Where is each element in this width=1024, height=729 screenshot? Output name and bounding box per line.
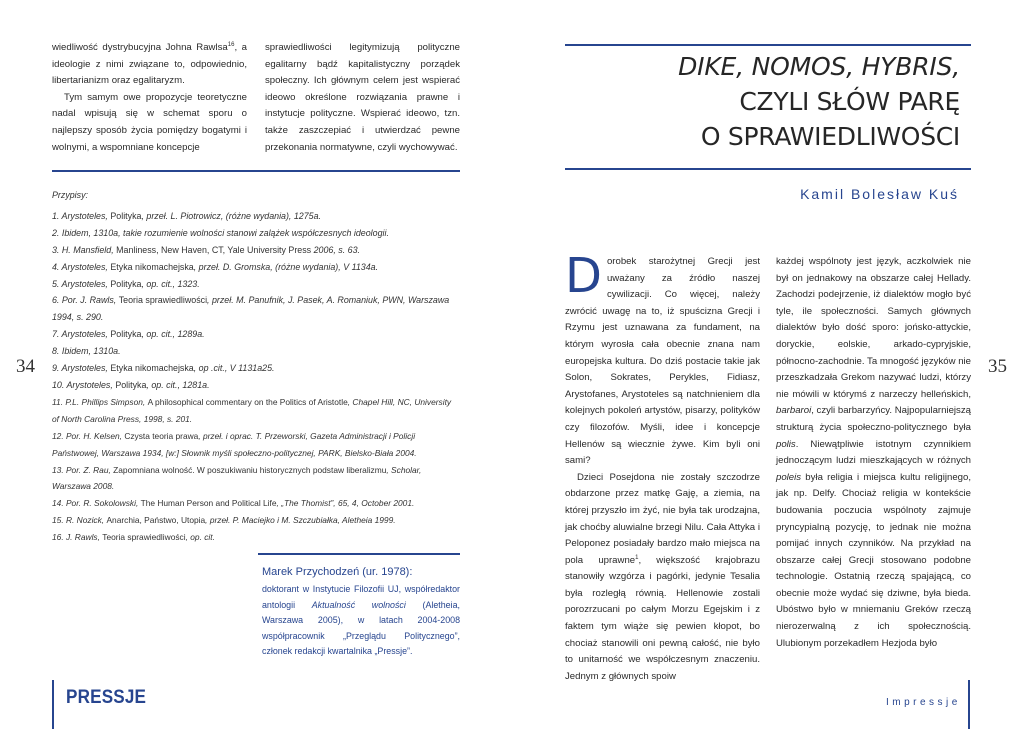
text: była religia i miejsca kultu religijnego, jak np. Delfy. Chociaż religia w kontekście budowania poczucia wspólnoty zajmuje pryncypialną pozycję, to jednak nie można pomijać innych czynników. Na przykład na obszarze całej Grecji stosowano podobne technologie. Ostatnią rzeczą spajającą, co obecnie może wydać się dziwne, była bieda. Ubóstwo było w mniemaniu Greków rzeczą nierozerwalną z ich społecznością. Ulubionym porzekadłem Hezjoda było — [776, 471, 971, 649]
footnote-text: The Human Person and Political Life — [140, 498, 277, 509]
article-body-columns — [565, 248, 972, 685]
left-page-text-columns — [52, 40, 460, 156]
footnote-text: , Chapel Hill, NC, University of North Carolina Press, 1998, s. 201. — [52, 396, 452, 424]
footnote-text: , przeł. P. Maciejko i M. Szczubiałka, Aletheia 1999. — [205, 515, 396, 526]
text: polis — [776, 438, 796, 450]
footnote-item — [52, 259, 460, 276]
text: , a ideologie z nimi związane to, odpowiednio, libertarianizm oraz egalitaryzm. — [52, 42, 247, 87]
text: poleis — [776, 471, 802, 483]
text: (Aletheia, Warszawa 2005), w latach 2004-2008 współpracownik „Przeglądu Politycznego”, członek redakcji kwartalnika „Pressje”. — [262, 599, 460, 657]
text: , większość krajobrazu stanowiły wzgórza i pagórki, jedynie Tesalia była rozległą równią. Hellenowie zostali porozrzucani po całym Morzu Egejskim i z faktem tym wiąże się pewien kłopot, bo chociaż stanowili oni pewną całość, nie było to unitarność we współczesnym znaczeniu. Jednym z głównych spoiw — [565, 554, 760, 682]
footnote-text: , przeł. D. Gromska, (różne wydania), V 1134a. — [193, 261, 379, 272]
footnote-text: 2. Ibidem, 1310a, takie rozumienie wolności stanowi zalążek współczesnych ideologii. — [52, 227, 389, 238]
margin-line-left — [52, 680, 54, 729]
text: orobek starożytnej Grecji jest uważany za źródło naszej cywilizacji. Co więcej, należy zwrócić uwagę na to, iż spuścizna Grecji i Rzymu jest uznawana za fundament, na którym wyrosła cała obecnie znana nam europejska kultura. Do dziś postacie takie jak Solon, Sokrates, Perykles, Fidiasz, Arystofanes, Arystoteles są natchnieniem dla kolejnych pokoleń artystów, pisarzy, polityków czy filozofów. Myśli, idee i koncepcje Hellenów są wiecznie żywe. Kim byli oni sami? — [565, 256, 760, 467]
footnotes — [52, 187, 460, 546]
left-col1-paragraph-2: Tym samym owe propozycje teoretyczne nadal wpisują się w schemat sporu o najlepszy sposób życia pomiędzy bogatymi i wolnymi, a wspomniane koncepcje — [52, 91, 247, 153]
article-author: Kamil Bolesław Kuś — [800, 186, 959, 202]
footnote-text: 10. Arystoteles, — [52, 379, 116, 390]
article-column-2 — [776, 254, 971, 685]
article-paragraph-1 — [565, 248, 760, 470]
footnote-text: Polityka — [110, 278, 142, 289]
footnote-text: , op. cit. — [185, 532, 215, 543]
footnote-item — [52, 225, 460, 242]
text: wiedliwość dystrybucyjna Johna Rawlsa — [52, 42, 228, 53]
footnote-text: Zapomniana wolność. W poszukiwaniu historycznych podstaw liberalizmu — [113, 464, 387, 475]
text: doktorant w Instytucie Filozofii UJ, współredaktor antologii — [262, 584, 460, 610]
footnote-item — [52, 326, 460, 343]
footnote-text: 12. Por. H. Kelsen, — [52, 430, 125, 441]
left-column-1 — [52, 40, 247, 156]
footnote-text: 2006, s. 63. — [311, 244, 360, 255]
footnote-item — [52, 343, 460, 360]
title-line-1: DIKE, NOMOS, HYBRIS, — [678, 52, 960, 81]
footnote-text: Czysta teoria prawa — [124, 430, 199, 441]
text: , czyli barbarzyńcy. Najpopularniejszą strukturą życia społeczno-politycznego była — [776, 405, 971, 433]
text: barbaroi — [776, 405, 812, 417]
section-name: Impressje — [886, 697, 961, 708]
footnote-text: , przeł. L. Piotrowicz, (różne wydania), 1275a. — [141, 210, 322, 221]
page-number-right: 35 — [988, 356, 1007, 377]
footnote-text: , przeł. M. Panufnik, J. Pasek, A. Romaniuk, PWN, Warszawa 1994, s. 290. — [52, 295, 450, 323]
footnote-text: 13. Por. Z. Rau, — [52, 464, 114, 475]
title-line-3: O SPRAWIEDLIWOŚCI — [700, 122, 960, 151]
footnote-item — [52, 529, 460, 546]
footnote-ref: 1 — [635, 554, 639, 561]
left-column-2 — [265, 40, 460, 156]
text: . Niewątpliwie istotnym czynnikiem jednoczącym ludzi mieszkających w różnych — [776, 438, 971, 467]
footnote-text: 9. Arystoteles, — [52, 363, 111, 374]
footnote-text: , przeł. i oprac. T. Przeworski, Gazeta Administracji i Policji Państwowej, Warszawa 1934, [w:] Słownik myśli społeczno-politycznej, PARK, Bielsko-Biała 2004. — [52, 430, 417, 458]
footnote-text: Teoria sprawiedliwości — [102, 532, 186, 543]
footnote-text: Anarchia, Państwo, Utopia — [106, 515, 206, 526]
footnote-text: Polityka — [115, 379, 147, 390]
footnote-text: 8. Ibidem, 1310a. — [52, 346, 121, 357]
footnote-text: Manliness, New Haven, CT, Yale University Press — [116, 244, 312, 255]
footnote-text: , op .cit., V 1131a25. — [193, 363, 275, 374]
left-col2-paragraph-1: sprawiedliwości legitymizują polityczne egalitarny bądź kapitalistyczny porządek społeczny. Ich głównym celem jest wspierać ideowo określone rozwiązania prawne i instytucje polityczne. Wspierać ideowo, tzn. także zaszczepiać i utwierdzać pewne przekonania normatywne, czyli wychowywać. — [265, 42, 460, 153]
footnote-item — [52, 242, 460, 259]
footnote-text: 4. Arystoteles, — [52, 261, 111, 272]
footnote-text: Etyka nikomachejska — [110, 261, 194, 272]
footnote-text: , op. cit., 1281a. — [146, 379, 210, 390]
magazine-logo: PRESSJE — [66, 687, 147, 708]
article-title — [565, 50, 960, 154]
text: Aktualność wolności — [311, 599, 406, 610]
footnote-item — [52, 512, 460, 529]
left-col1-paragraph-1 — [52, 40, 247, 90]
drop-cap: D — [565, 248, 602, 304]
footnote-text: 6. Por. J. Rawls, — [52, 295, 119, 306]
text: każdej wspólnoty jest język, aczkolwiek nie był on jednakowy na obszarze całej Hellady. Zachodzi podejrzenie, iż dialektów mogło być tyle, ile społeczności. Samych głównych dialektów było dość sporo: jońsko-attyckie, doryckie, eolskie, arkado-cypryjskie, północno-zachodnie. Ta mnogość języków nie przeszkadzała Grekom nazywać ludzi, którzy nie mówili w którymś z narzeczy helleńskich, — [776, 256, 972, 400]
footnote-text: , Scholar, Warszawa 2008. — [52, 464, 422, 492]
footnote-item — [52, 292, 460, 326]
bio-divider-line — [258, 553, 460, 555]
page-number-left: 34 — [16, 356, 35, 377]
footnote-text: 3. H. Mansfield, — [52, 244, 117, 255]
footnote-text: , op. cit., 1289a. — [141, 329, 205, 340]
footnotes-list — [52, 208, 460, 546]
title-top-line — [565, 44, 971, 46]
footnote-ref: 16 — [227, 42, 235, 48]
footnote-text: Polityka — [110, 329, 142, 340]
footnote-text: Etyka nikomachejska — [110, 363, 194, 374]
divider-line — [52, 170, 460, 172]
footnote-item — [52, 276, 460, 293]
title-bottom-line — [565, 168, 971, 170]
article-paragraph-3 — [776, 254, 971, 652]
footnote-text: Polityka — [110, 210, 142, 221]
footnote-item — [52, 495, 460, 512]
footnote-text: 14. Por. R. Sokolowski, — [52, 498, 141, 509]
footnote-text: 11. P.L. Phillips Simpson, — [52, 396, 148, 407]
text: Dzieci Posejdona nie zostały szczodrze obdarzone przez matkę Gaję, a ziemia, na której przyszło im żyć, nie była tak urodzajna, jak choćby aluwialne brzegi Nilu. Cała Attyka i Peloponez posiadały bardzo mało miejsca na pola uprawne — [565, 471, 760, 566]
article-column-1 — [565, 248, 760, 685]
footnote-text: Teoria sprawiedliwości — [118, 295, 208, 306]
footnote-text: 7. Arystoteles, — [52, 329, 111, 340]
margin-line-right — [968, 680, 970, 729]
footnote-item — [52, 394, 460, 428]
footnote-text: 16. J. Rawls, — [52, 532, 103, 543]
footnote-text: 1. Arystoteles, — [52, 210, 111, 221]
footnote-item — [52, 428, 460, 462]
footnote-text: 5. Arystoteles, — [52, 278, 111, 289]
author-bio — [262, 565, 460, 660]
footnote-text: 15. R. Nozick, — [52, 515, 107, 526]
footnotes-title: Przypisy: — [52, 190, 88, 200]
footnote-text: , „The Thomist”, 65, 4, October 2001. — [276, 498, 415, 509]
footnote-item — [52, 360, 460, 377]
footnote-item — [52, 462, 460, 496]
footnote-item — [52, 208, 460, 225]
title-line-2: CZYLI SŁÓW PARĘ — [739, 87, 960, 116]
footnote-text: A philosophical commentary on the Politics of Aristotle — [147, 396, 348, 407]
bio-text — [262, 582, 460, 660]
article-paragraph-2 — [565, 470, 760, 686]
footnote-item — [52, 377, 460, 394]
bio-author-name: Marek Przychodzeń (ur. 1978): — [262, 566, 413, 578]
footnote-text: , op. cit., 1323. — [141, 278, 200, 289]
